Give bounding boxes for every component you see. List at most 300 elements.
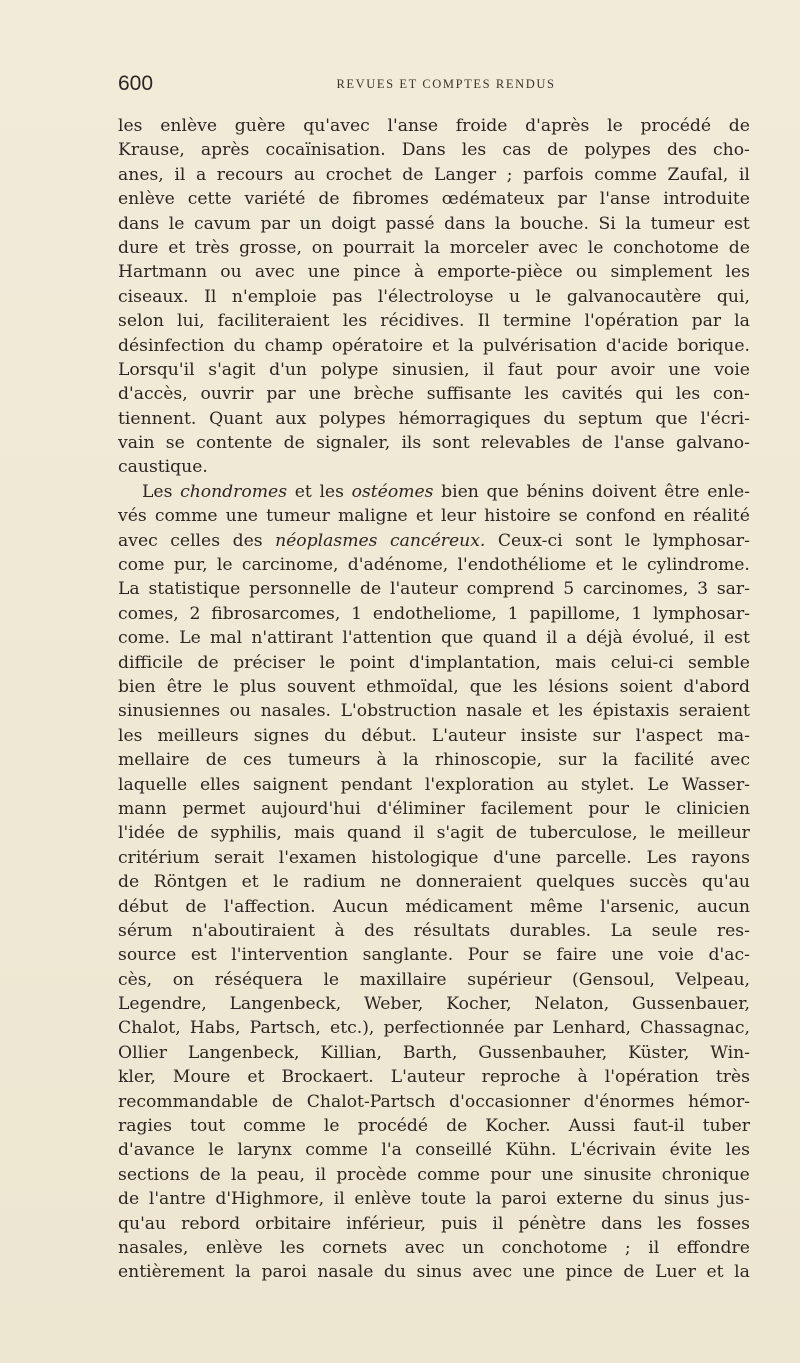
- word: pourrait: [342, 237, 415, 258]
- word: orbitaire: [255, 1213, 332, 1234]
- word: réséquera: [214, 969, 303, 990]
- word: n'aboutiraient: [192, 920, 315, 941]
- word: statistique: [148, 579, 241, 600]
- text-line: [118, 1016, 750, 1040]
- word: les: [725, 1140, 750, 1161]
- word: les: [461, 140, 487, 161]
- word: avec: [254, 262, 295, 283]
- body-text: [118, 114, 750, 1285]
- word: Le: [179, 628, 201, 649]
- word: l'anse: [599, 189, 651, 210]
- word: il: [483, 359, 495, 380]
- word: ouvrir: [200, 384, 254, 405]
- word: il: [648, 1237, 660, 1258]
- word: peau,: [256, 1164, 305, 1185]
- text-line: [118, 1138, 750, 1162]
- word: comme: [417, 1164, 480, 1185]
- word: ethmoïdal,: [366, 676, 459, 697]
- word: Ollier: [118, 1042, 167, 1063]
- word: celui-ci: [610, 652, 674, 673]
- word: personnelle: [249, 579, 352, 600]
- word: de: [359, 579, 382, 600]
- word: histoire: [484, 506, 551, 527]
- word: ;: [506, 164, 513, 185]
- word: le: [208, 1140, 224, 1161]
- word: nasale: [466, 701, 523, 722]
- word: les: [118, 116, 143, 136]
- word: le: [319, 652, 336, 673]
- word: Küster,: [628, 1042, 690, 1063]
- word: septum: [578, 408, 643, 429]
- word: avec: [118, 530, 158, 551]
- word: L'auteur: [390, 1067, 465, 1088]
- word: au: [546, 774, 569, 795]
- text-line: [118, 748, 750, 772]
- word: mais: [293, 823, 335, 844]
- word: et: [294, 481, 312, 502]
- word: doivent: [591, 481, 657, 502]
- text-line: [118, 236, 750, 260]
- word: l'a: [381, 1140, 402, 1161]
- word: Wasser-: [681, 774, 750, 795]
- word: serait: [214, 847, 265, 868]
- word: difficile: [118, 652, 183, 673]
- word: variété: [244, 189, 306, 210]
- word: qu'au: [118, 1213, 167, 1234]
- word: saignent: [252, 774, 328, 795]
- word: une: [522, 1262, 555, 1283]
- word: Luer: [655, 1262, 696, 1283]
- word: Killian,: [320, 1042, 382, 1063]
- word: paroi: [261, 1262, 307, 1283]
- word: faciliteraient: [217, 311, 330, 332]
- word: le: [535, 286, 552, 307]
- word: cavités: [561, 384, 623, 405]
- text-line: [118, 577, 750, 601]
- word: ma-: [717, 725, 750, 746]
- word: en: [663, 506, 686, 527]
- word: guère: [234, 116, 286, 136]
- word: sections: [118, 1164, 190, 1185]
- word: Krause,: [118, 140, 185, 161]
- word: on: [172, 969, 195, 990]
- word: champ: [264, 335, 323, 356]
- word: bien: [441, 481, 479, 502]
- text-line: [118, 895, 750, 919]
- word: la: [402, 750, 419, 771]
- word: d'énormes: [583, 1091, 675, 1112]
- text-line: [118, 163, 750, 187]
- word: caustique.: [118, 457, 208, 478]
- word: chronique: [661, 1164, 750, 1185]
- word: cocaïnisation.: [265, 140, 386, 161]
- word: l'arsenic,: [600, 896, 680, 917]
- word: carcinomes,: [582, 579, 689, 600]
- word: que: [486, 481, 519, 502]
- word: Legendre,: [118, 994, 207, 1015]
- word: fibrosarcomes,: [211, 603, 341, 624]
- word: ragies: [118, 1116, 172, 1137]
- word: syphilis,: [210, 823, 282, 844]
- word: un: [462, 1237, 485, 1258]
- word: de: [118, 872, 140, 893]
- text-line: [118, 260, 750, 284]
- word: rayons: [691, 847, 750, 868]
- word: a: [195, 164, 207, 185]
- word: cas: [502, 140, 532, 161]
- word: du: [383, 1262, 406, 1283]
- word: rebord: [181, 1213, 241, 1234]
- word: l'opération: [604, 1067, 699, 1088]
- word: Kocher.: [485, 1116, 551, 1137]
- word: et: [247, 1067, 265, 1088]
- word: dans: [118, 213, 160, 234]
- word: quand: [346, 823, 402, 844]
- word: morceler: [449, 237, 529, 258]
- word: se: [522, 945, 542, 966]
- word: cylindrome.: [646, 555, 750, 576]
- word: le: [323, 1116, 340, 1137]
- word: pas: [332, 286, 363, 307]
- word: source: [118, 945, 177, 966]
- word: brèche: [353, 384, 414, 405]
- word: signes: [253, 725, 310, 746]
- word: entièrement: [118, 1262, 225, 1283]
- word: que: [441, 628, 474, 649]
- text-line: [118, 870, 750, 894]
- word: pendant: [340, 774, 413, 795]
- word: voie: [658, 945, 694, 966]
- word: on: [311, 237, 334, 258]
- word: ou: [229, 701, 252, 722]
- word: d'après: [525, 116, 590, 136]
- word: perfectionnée: [383, 1018, 505, 1039]
- word: Il: [477, 311, 490, 332]
- text-line: [118, 455, 750, 479]
- word: début: [118, 896, 169, 917]
- word: mais: [555, 652, 597, 673]
- word: (Gensoul,: [572, 969, 655, 990]
- text-line: [118, 334, 750, 358]
- word: bouche.: [520, 213, 589, 234]
- word: le: [273, 872, 289, 893]
- word: hémorragiques: [398, 408, 531, 429]
- word: sur: [558, 750, 587, 771]
- word: Win-: [710, 1042, 750, 1063]
- word: l'électroloyse: [377, 286, 494, 307]
- word: il: [703, 628, 715, 649]
- word: ces: [243, 750, 272, 771]
- word: celles: [170, 530, 221, 551]
- text-line: [118, 553, 750, 577]
- word: ou: [575, 262, 598, 283]
- word: tuber: [702, 1116, 750, 1137]
- word: cette: [187, 189, 232, 210]
- word: avec: [472, 1262, 513, 1283]
- word: permet: [182, 798, 246, 819]
- word: Aussi: [568, 1116, 616, 1137]
- word: comme: [154, 506, 218, 527]
- word: il: [546, 628, 558, 649]
- word: L'auteur: [431, 725, 506, 746]
- text-line: [118, 1090, 750, 1114]
- word: le: [213, 676, 229, 697]
- word: et: [432, 335, 450, 356]
- word: toute: [420, 1189, 467, 1210]
- word: est: [723, 213, 750, 234]
- word: tuberculose,: [529, 823, 638, 844]
- word: œdémateux: [441, 189, 545, 210]
- word: par: [557, 189, 587, 210]
- word: se: [558, 506, 578, 527]
- word: tiennent.: [118, 408, 197, 429]
- word: sérum: [118, 920, 173, 941]
- text-line: [118, 699, 750, 723]
- word: polype: [320, 359, 379, 380]
- word: d'abord: [683, 676, 750, 697]
- word: ciseaux.: [118, 286, 189, 307]
- word: l'examen: [278, 847, 357, 868]
- word: 1: [631, 603, 643, 624]
- word: le: [168, 213, 185, 234]
- word: il: [492, 1213, 504, 1234]
- word: mal: [210, 628, 243, 649]
- text-line: [118, 675, 750, 699]
- word: 1: [351, 603, 363, 624]
- word: tumeur: [266, 506, 330, 527]
- word: termine: [503, 311, 572, 332]
- word: pénètre: [518, 1213, 587, 1234]
- word: avec: [710, 750, 750, 771]
- word: conchotome: [613, 237, 719, 258]
- word: kler,: [118, 1067, 156, 1088]
- word: et: [595, 555, 613, 576]
- word: les: [512, 676, 538, 697]
- word: grosse,: [239, 237, 302, 258]
- word: la: [475, 1189, 492, 1210]
- word: inférieur,: [346, 1213, 426, 1234]
- word: pince: [565, 1262, 613, 1283]
- word: quand: [482, 628, 537, 649]
- word: recommandable: [118, 1091, 259, 1112]
- text-line: [118, 529, 750, 553]
- word: maxillaire: [359, 969, 447, 990]
- word: par: [266, 384, 296, 405]
- word: épistaxis: [592, 701, 670, 722]
- word: procédé: [640, 116, 712, 136]
- text-line: [118, 651, 750, 675]
- word: faut: [507, 359, 543, 380]
- word: aux: [275, 408, 307, 429]
- word: être: [664, 481, 700, 502]
- word: par: [260, 213, 290, 234]
- word: come: [118, 555, 165, 576]
- word: une: [225, 506, 258, 527]
- word: à: [376, 750, 387, 771]
- word: l'exploration: [424, 774, 535, 795]
- word: cavum: [193, 213, 251, 234]
- word: 5: [563, 579, 575, 600]
- word: d'un: [269, 359, 308, 380]
- word: pour: [588, 798, 629, 819]
- word: l'intervention: [231, 945, 349, 966]
- word: introduite: [663, 189, 750, 210]
- word: meilleurs: [157, 725, 239, 746]
- word: les: [725, 262, 750, 283]
- word: effondre: [676, 1237, 750, 1258]
- word: vés: [118, 506, 147, 527]
- word: lésions: [548, 676, 609, 697]
- word: début.: [361, 725, 417, 746]
- word: qui,: [716, 286, 750, 307]
- text-line: [118, 626, 750, 650]
- word: lui,: [177, 311, 205, 332]
- text-line: [118, 212, 750, 236]
- word: être: [166, 676, 203, 697]
- text-line: [118, 1163, 750, 1187]
- word: enle-: [707, 481, 750, 502]
- word: le: [216, 555, 233, 576]
- word: endotheliome,: [372, 603, 497, 624]
- word: la: [458, 335, 474, 356]
- word: cho-: [713, 140, 750, 161]
- page-header: [118, 72, 750, 102]
- word: lymphosar-: [652, 603, 750, 624]
- word: ils: [401, 433, 422, 454]
- word: tumeurs: [287, 750, 361, 771]
- word: Quant: [209, 408, 263, 429]
- word: un: [299, 213, 322, 234]
- word: une: [611, 945, 644, 966]
- word: Il: [204, 286, 217, 307]
- word: d'occasionner: [449, 1091, 570, 1112]
- word: elles: [199, 774, 241, 795]
- word: il: [333, 1189, 345, 1210]
- word: Habs,: [189, 1018, 241, 1039]
- word: rhinoscopie,: [434, 750, 542, 771]
- word: parfois: [523, 164, 584, 185]
- word: galvanocautère: [566, 286, 702, 307]
- word: le: [649, 823, 666, 844]
- word: d'éliminer: [376, 798, 465, 819]
- word: fosses: [696, 1213, 750, 1234]
- word: leur: [441, 506, 477, 527]
- running-head: REVUES ET COMPTES RENDUS: [336, 77, 556, 91]
- word: suffisante: [426, 384, 512, 405]
- word: simplement: [610, 262, 713, 283]
- word: les: [524, 384, 549, 405]
- word: la: [494, 213, 511, 234]
- word: etc.),: [330, 1018, 375, 1039]
- word: clinicien: [676, 798, 750, 819]
- text-line: [118, 797, 750, 821]
- word: de: [177, 823, 199, 844]
- word: le: [644, 798, 661, 819]
- word: doigt: [331, 213, 376, 234]
- word: parcelle.: [555, 847, 632, 868]
- word: Zaufal,: [667, 164, 729, 185]
- word: l'endothéliome: [457, 555, 587, 576]
- text-line: [118, 846, 750, 870]
- word: larynx: [237, 1140, 292, 1161]
- word: les: [558, 701, 584, 722]
- word: selon: [118, 311, 164, 332]
- word: sinusite: [583, 1164, 652, 1185]
- word: Les: [646, 847, 677, 868]
- word: jus-: [718, 1189, 750, 1210]
- word: Aucun: [332, 896, 389, 917]
- word: de: [446, 1116, 468, 1137]
- word: d'adénome,: [347, 555, 449, 576]
- word: bénins: [526, 481, 585, 502]
- word: Gussenbauher,: [478, 1042, 608, 1063]
- word: enlève: [354, 1189, 412, 1210]
- word: la: [602, 750, 619, 771]
- word: succès: [629, 872, 688, 893]
- word: puis: [440, 1213, 478, 1234]
- word: le: [323, 969, 340, 990]
- word: cancéreux.: [390, 530, 486, 551]
- word: n'attirant: [251, 628, 334, 649]
- word: con-: [713, 384, 750, 405]
- word: ou: [220, 262, 242, 283]
- word: supérieur: [467, 969, 552, 990]
- word: de: [118, 1189, 140, 1210]
- word: l'affection.: [223, 896, 316, 917]
- word: paroi: [501, 1189, 547, 1210]
- word: res-: [716, 920, 750, 941]
- word: est: [190, 945, 217, 966]
- word: sinus: [416, 1262, 462, 1283]
- word: emporte-pièce: [437, 262, 563, 283]
- word: 3: [697, 579, 709, 600]
- word: Chassagnac,: [640, 1018, 750, 1039]
- word: les: [675, 384, 701, 405]
- word: opératoire: [331, 335, 423, 356]
- word: d'ac-: [708, 945, 750, 966]
- text-line: [118, 821, 750, 845]
- page-number: 600: [118, 72, 154, 95]
- word: l'idée: [118, 823, 166, 844]
- word: la: [235, 1262, 251, 1283]
- word: du: [632, 1189, 655, 1210]
- word: signaler,: [316, 433, 391, 454]
- word: contente: [196, 433, 273, 454]
- word: conseillé: [415, 1140, 492, 1161]
- word: de: [728, 237, 750, 258]
- word: une: [308, 384, 341, 405]
- word: La: [118, 579, 140, 600]
- text-line: [118, 1236, 750, 1260]
- word: il: [315, 1164, 327, 1185]
- word: dure: [118, 237, 159, 258]
- word: Ceux-ci: [497, 530, 563, 551]
- word: conchotome: [501, 1237, 608, 1258]
- word: à: [413, 262, 425, 283]
- word: Weber,: [364, 994, 424, 1015]
- word: par: [513, 1018, 544, 1039]
- word: s'agit: [436, 823, 484, 844]
- word: après: [200, 140, 250, 161]
- word: confond: [585, 506, 656, 527]
- text-line: [118, 187, 750, 211]
- word: soient: [619, 676, 673, 697]
- word: quelques: [536, 872, 615, 893]
- word: cès,: [118, 969, 153, 990]
- word: l'anse: [614, 433, 665, 454]
- word: la: [734, 311, 750, 332]
- text-line: [118, 114, 750, 138]
